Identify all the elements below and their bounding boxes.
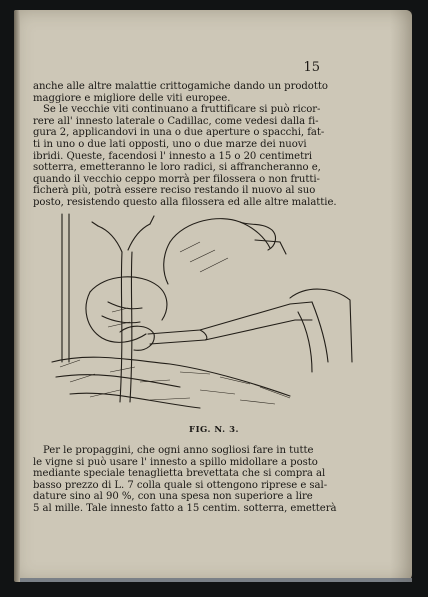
figure-caption: FIG. N. 3. xyxy=(189,425,239,435)
text-line: Per le propaggini, che ogni anno sogliosi fare in tutte xyxy=(43,445,314,456)
text-line: ibridi. Queste, facendosi l' innesto a 15 o 20 centimetri xyxy=(33,150,313,162)
paragraph-2 xyxy=(33,445,378,515)
text-line: le vigne si può usare l' innesto a spillo midollare a posto xyxy=(33,456,318,468)
text-line: maggiore e migliore delle viti europee. xyxy=(33,92,231,104)
text-line: rere all' innesto laterale o Cadillac, come vedesi dalla fi- xyxy=(33,115,319,127)
text-line: mediante speciale tenaglietta brevettata che si compra al xyxy=(33,468,326,480)
text-line: dature sino al 90 %, con una spesa non superiore a lire xyxy=(33,491,313,503)
text-line: posto, resistendo questo alla filossera ed alle altre malattie. xyxy=(33,196,337,208)
text-line: Se le vecchie viti continuano a fruttificare si può ricor- xyxy=(43,104,321,116)
paragraph-1 xyxy=(33,81,378,209)
text-line: quando il vecchio ceppo morrà per filossera o non frutti- xyxy=(33,173,320,185)
text-line: 5 al mille. Tale innesto fatto a 15 centim. sotterra, emetterà xyxy=(33,502,337,514)
page-edge-shadow xyxy=(390,10,412,582)
text-line: anche alle altre malattie crittogamiche dando un prodotto xyxy=(33,81,328,92)
text-line: basso prezzo di L. 7 colla quale si ottengono riprese e sal- xyxy=(33,479,328,491)
book-spine xyxy=(14,10,20,582)
text-line: ti in uno o due lati opposti, uno o due marze dei nuovi xyxy=(33,138,307,150)
text-line: ficherà più, potrà essere reciso restando il nuovo al suo xyxy=(33,185,316,197)
grafting-illustration xyxy=(50,212,355,417)
text-line: gura 2, applicandovi in una o due aperture o spacchi, fat- xyxy=(33,127,325,139)
page-bottom-edge xyxy=(20,578,412,582)
page-number: 15 xyxy=(303,60,320,75)
text-line: sotterra, emetteranno le loro radici, si affrancheranno e, xyxy=(33,162,321,174)
